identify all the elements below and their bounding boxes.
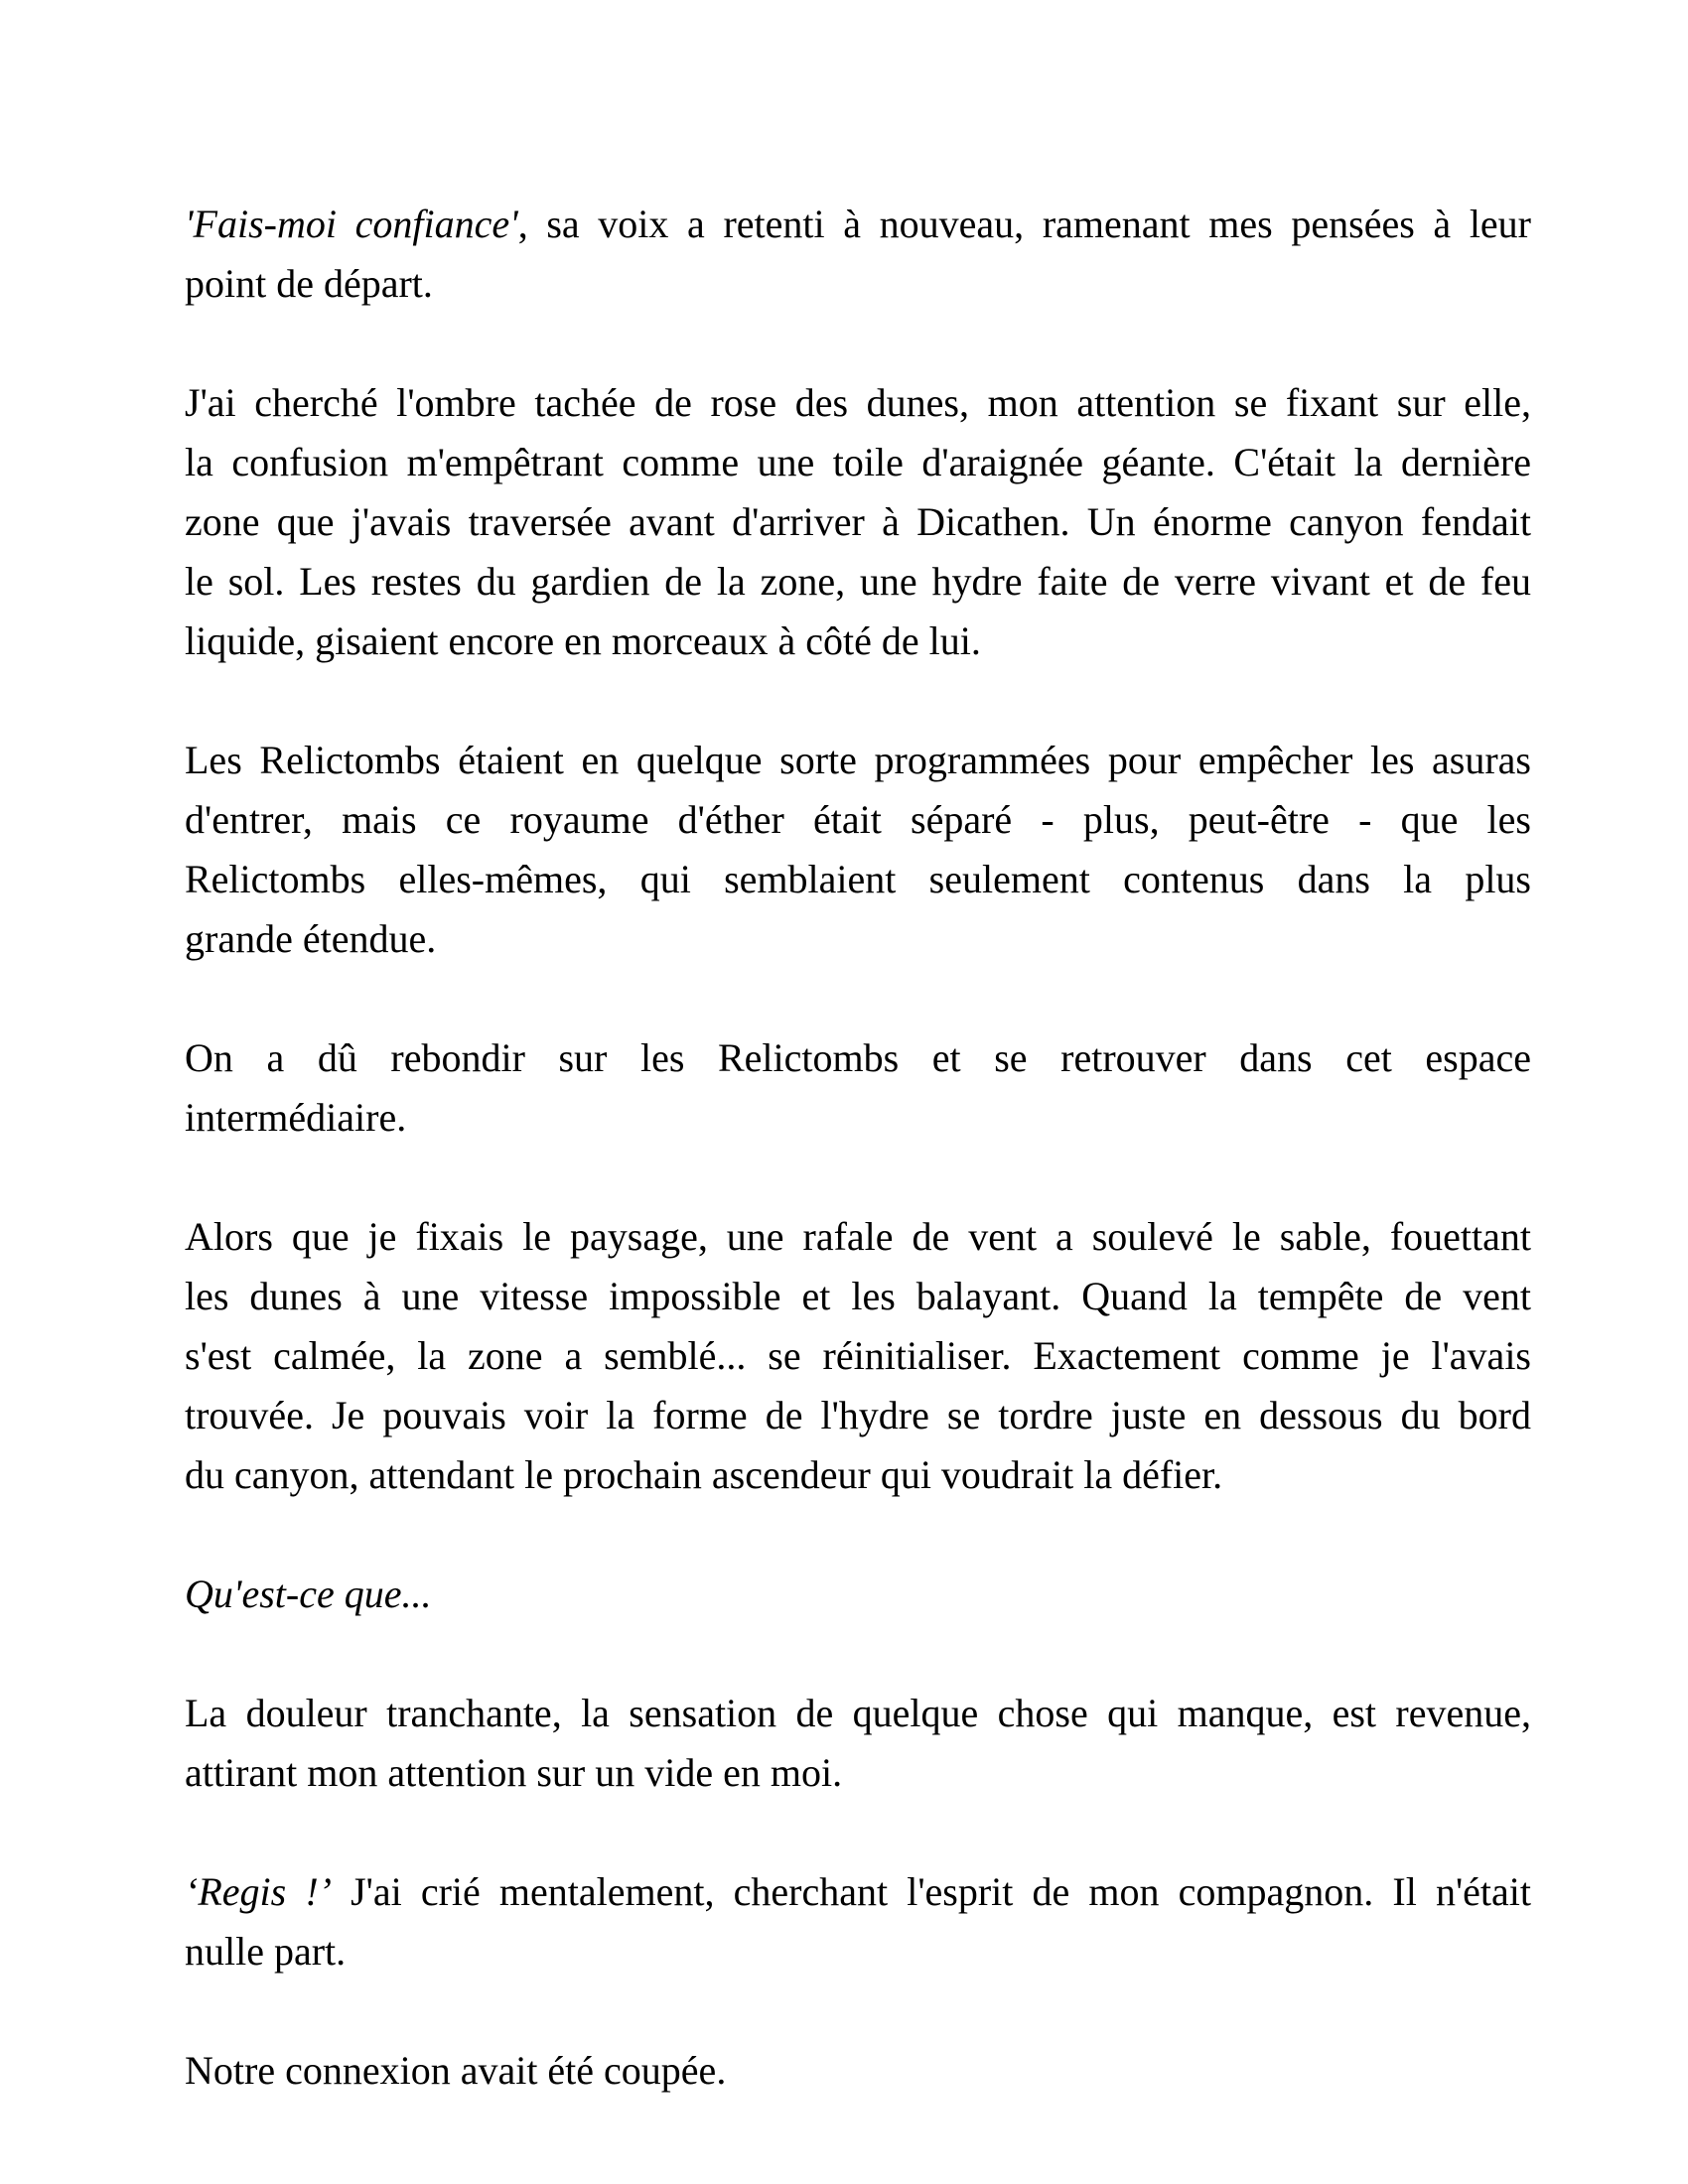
text-line — [185, 552, 1531, 612]
paragraph — [185, 373, 1531, 671]
text-segment: Notre connexion avait été coupée. — [185, 2048, 727, 2093]
text-line — [185, 612, 1531, 671]
text-segment: zone que j'avais traversée avant d'arriver à Dicathen. Un énorme canyon fendait — [185, 499, 1531, 544]
text-line — [185, 790, 1531, 850]
text-segment: trouvée. Je pouvais voir la forme de l'hydre se tordre juste en dessous du bord — [185, 1393, 1531, 1437]
text-segment: s'est calmée, la zone a semblé... se réinitialiser. Exactement comme je l'avais — [185, 1333, 1531, 1378]
paragraph — [185, 1684, 1531, 1803]
text-segment: La douleur tranchante, la sensation de quelque chose qui manque, est revenue, — [185, 1691, 1531, 1735]
text-line — [185, 1207, 1531, 1267]
text-line — [185, 1028, 1531, 1088]
text-line — [185, 1922, 1531, 1981]
text-segment: , sa voix a retenti à nouveau, ramenant mes pensées à leur — [517, 202, 1532, 246]
text-segment: liquide, gisaient encore en morceaux à côté de lui. — [185, 618, 981, 663]
text-line — [185, 433, 1531, 492]
paragraph — [185, 195, 1531, 314]
text-segment: J'ai crié mentalement, cherchant l'esprit de mon compagnon. Il n'était — [331, 1869, 1532, 1914]
text-segment: nulle part. — [185, 1929, 347, 1974]
paragraph — [185, 1565, 1531, 1624]
text-segment: Relictombs elles-mêmes, qui semblaient seulement contenus dans la plus — [185, 857, 1531, 901]
italic-text-segment: ‘Regis !’ — [185, 1869, 332, 1914]
text-line — [185, 1862, 1531, 1922]
text-block — [185, 195, 1531, 2101]
text-segment: On a dû rebondir sur les Relictombs et se retrouver dans cet espace — [185, 1035, 1531, 1080]
text-line — [185, 195, 1531, 254]
text-segment: Les Relictombs étaient en quelque sorte programmées pour empêcher les asuras — [185, 738, 1531, 782]
paragraph — [185, 1028, 1531, 1148]
text-line — [185, 254, 1531, 314]
text-line — [185, 1267, 1531, 1326]
text-line — [185, 1743, 1531, 1803]
text-line — [185, 2041, 1531, 2101]
text-segment: du canyon, attendant le prochain ascendeur qui voudrait la défier. — [185, 1452, 1223, 1497]
italic-text-segment: Qu'est-ce que... — [185, 1571, 432, 1616]
text-line — [185, 1565, 1531, 1624]
text-line — [185, 731, 1531, 790]
paragraph — [185, 731, 1531, 969]
text-segment: le sol. Les restes du gardien de la zone, une hydre faite de verre vivant et de feu — [185, 559, 1531, 604]
text-segment: grande étendue. — [185, 916, 437, 961]
italic-text-segment: 'Fais-moi confiance' — [185, 202, 518, 246]
text-segment: intermédiaire. — [185, 1095, 407, 1140]
text-line — [185, 1386, 1531, 1445]
paragraph — [185, 2041, 1531, 2101]
text-segment: d'entrer, mais ce royaume d'éther était séparé - plus, peut-être - que les — [185, 797, 1531, 842]
text-segment: Alors que je fixais le paysage, une rafale de vent a soulevé le sable, fouettant — [185, 1214, 1531, 1259]
text-line — [185, 1088, 1531, 1148]
paragraph — [185, 1207, 1531, 1505]
text-line — [185, 850, 1531, 909]
paragraph — [185, 1862, 1531, 1981]
text-segment: les dunes à une vitesse impossible et les balayant. Quand la tempête de vent — [185, 1274, 1531, 1318]
text-segment: J'ai cherché l'ombre tachée de rose des dunes, mon attention se fixant sur elle, — [185, 380, 1531, 425]
text-segment: attirant mon attention sur un vide en moi. — [185, 1750, 843, 1795]
text-line — [185, 1326, 1531, 1386]
text-line — [185, 1684, 1531, 1743]
text-segment: la confusion m'empêtrant comme une toile d'araignée géante. C'était la dernière — [185, 440, 1531, 484]
text-line — [185, 373, 1531, 433]
text-segment: point de départ. — [185, 261, 433, 306]
text-line — [185, 492, 1531, 552]
text-line — [185, 1445, 1531, 1505]
text-line — [185, 909, 1531, 969]
